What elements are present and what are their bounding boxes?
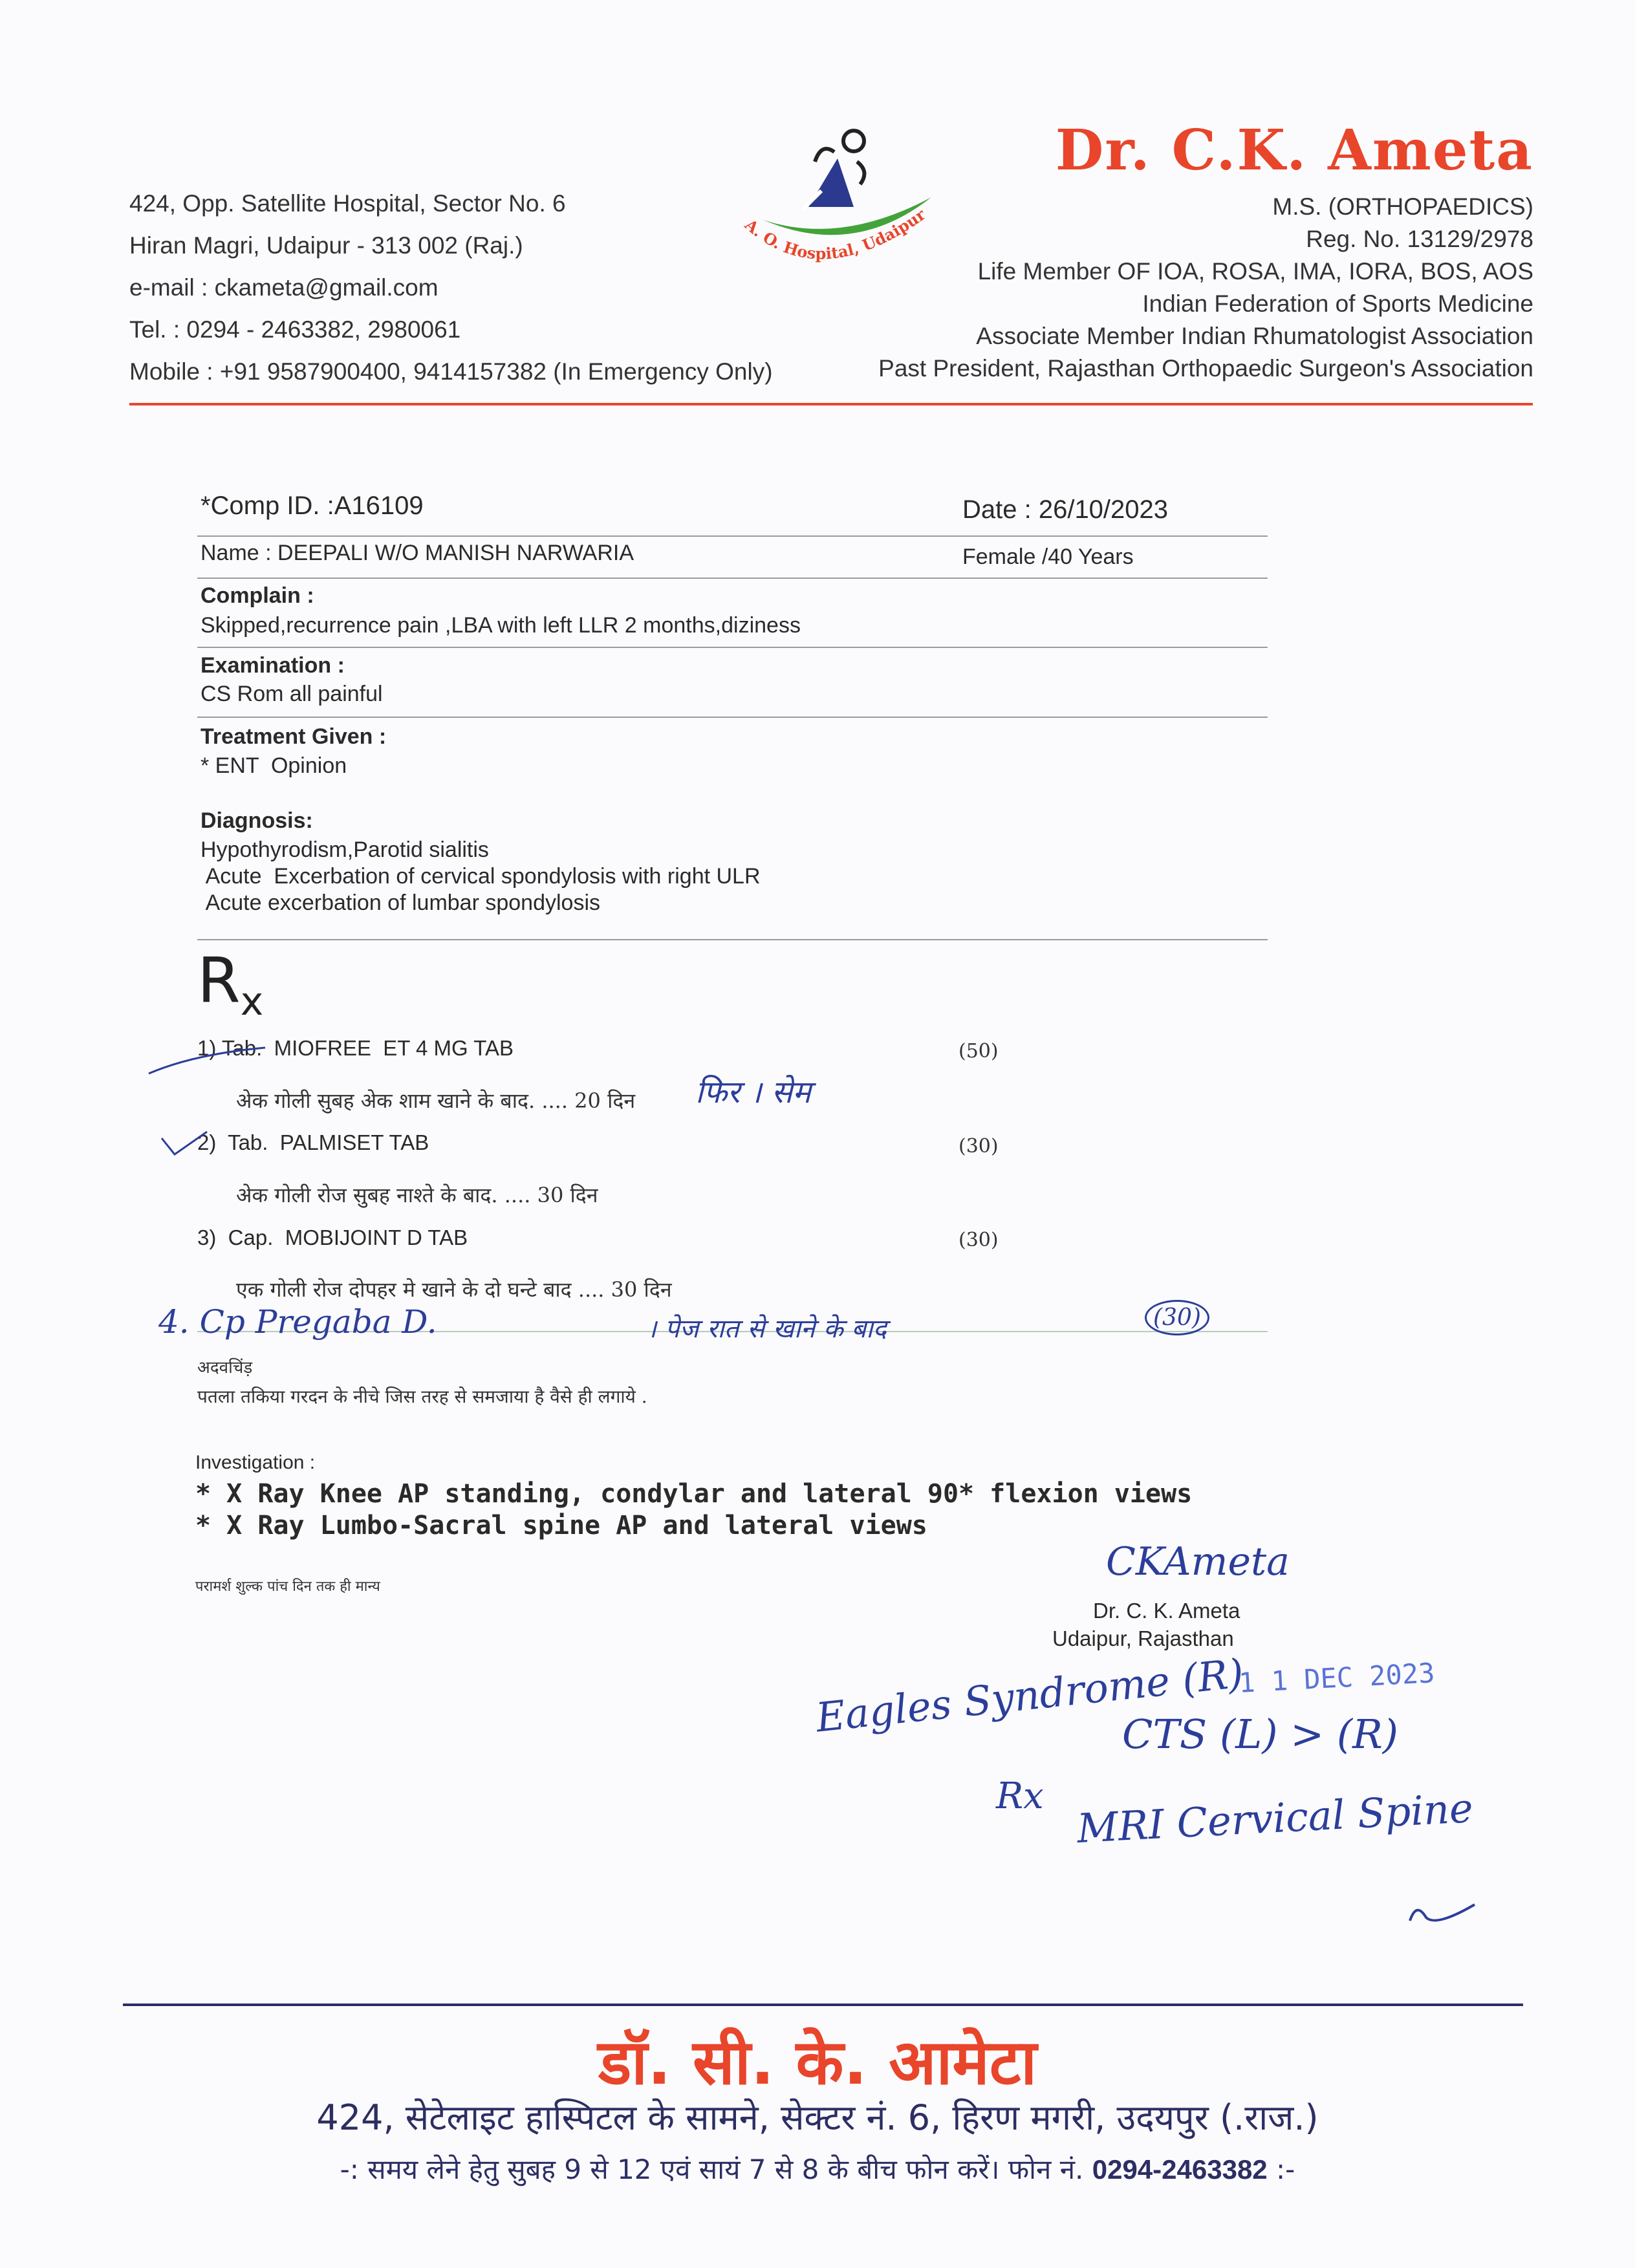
medicine-instruction: एक गोली रोज दोपहर मे खाने के दो घन्टे बाद .... 30 दिन bbox=[236, 1277, 672, 1302]
complain-label: Complain : bbox=[200, 583, 314, 608]
mobile-line: Mobile : +91 9587900400, 9414157382 (In Emergency Only) bbox=[129, 358, 773, 385]
footer-divider bbox=[123, 2003, 1523, 2006]
divider bbox=[197, 717, 1268, 718]
handwritten-note-eagle: Eagles Syndrome (R) bbox=[814, 1649, 1246, 1742]
patient-gender-age: Female /40 Years bbox=[962, 545, 1134, 569]
doctor-name: Dr. C.K. Ameta bbox=[1055, 118, 1533, 183]
doctor-credentials bbox=[878, 191, 1533, 385]
examination-text: CS Rom all painful bbox=[200, 682, 383, 706]
divider bbox=[197, 578, 1268, 579]
comp-id: *Comp ID. :A16109 bbox=[200, 491, 424, 520]
examination-label: Examination : bbox=[200, 653, 345, 678]
diagnosis-label: Diagnosis: bbox=[200, 808, 313, 833]
handwritten-med4-qty: (30) bbox=[1145, 1300, 1209, 1335]
divider bbox=[197, 647, 1268, 648]
rx-symbol bbox=[197, 944, 263, 1024]
diagnosis-line: Hypothyrodism,Parotid sialitis bbox=[200, 837, 489, 862]
rx-letter: R bbox=[197, 944, 241, 1017]
medicine-name: 2) Tab. PALMISET TAB bbox=[197, 1130, 429, 1154]
email-line: e-mail : ckameta@gmail.com bbox=[129, 274, 439, 301]
patient-name: Name : DEEPALI W/O MANISH NARWARIA bbox=[200, 541, 634, 565]
handwritten-med1-note: फिर । सेम bbox=[695, 1074, 811, 1110]
clinic-address bbox=[129, 182, 773, 393]
handwritten-initial bbox=[1403, 1895, 1481, 1934]
advice-label: अदवचिंड़ bbox=[197, 1358, 253, 1377]
investigation-label: Investigation : bbox=[195, 1452, 316, 1473]
credential-line: Past President, Rajasthan Orthopaedic Surgeon's Association bbox=[878, 355, 1533, 382]
timing-suffix: :- bbox=[1276, 2154, 1295, 2185]
treatment-label: Treatment Given : bbox=[200, 724, 387, 749]
medicine-instruction: अेक गोली रोज सुबह नाश्ते के बाद. .... 30 दिन bbox=[236, 1183, 598, 1207]
diagnosis-line: Acute excerbation of lumbar spondylosis bbox=[200, 891, 601, 915]
handwritten-note-cts: CTS (L) > (R) bbox=[1122, 1711, 1398, 1758]
credential-line: M.S. (ORTHOPAEDICS) bbox=[1272, 193, 1533, 220]
doctor-signature: CKAmeta bbox=[1106, 1539, 1290, 1584]
visit-date: Date : 26/10/2023 bbox=[962, 495, 1169, 524]
medicine-name: 1) Tab. MIOFREE ET 4 MG TAB bbox=[197, 1036, 514, 1060]
address-line: 424, Opp. Satellite Hospital, Sector No. 6 bbox=[129, 190, 566, 217]
diagnosis-line: Acute Excerbation of cervical spondylosis with right ULR bbox=[200, 864, 761, 889]
investigation-item: * X Ray Lumbo-Sacral spine AP and lateral views bbox=[195, 1511, 927, 1540]
handwritten-note-mri: MRI Cervical Spine bbox=[1076, 1784, 1475, 1852]
credential-line: Associate Member Indian Rhumatologist Association bbox=[976, 323, 1533, 349]
rx-sub: x bbox=[240, 979, 264, 1025]
date-stamp: 1 1 DEC 2023 bbox=[1237, 1657, 1436, 1699]
address-line: Hiran Magri, Udaipur - 313 002 (Raj.) bbox=[129, 232, 523, 259]
medicine-name: 3) Cap. MOBIJOINT D TAB bbox=[197, 1226, 468, 1249]
fee-note: परामर्श शुल्क पांच दिन तक ही मान्य bbox=[195, 1579, 380, 1595]
medicine-qty: (30) bbox=[958, 1229, 999, 1251]
footer-timing bbox=[0, 2150, 1635, 2187]
telephone-line: Tel. : 0294 - 2463382, 2980061 bbox=[129, 316, 461, 343]
credential-line: Indian Federation of Sports Medicine bbox=[1142, 290, 1533, 317]
footer-phone: 0294-2463382 bbox=[1092, 2154, 1268, 2185]
timing-text: -: समय लेने हेतु सुबह 9 से 12 एवं सायं 7 से 8 के बीच फोन करें। फोन नं. bbox=[340, 2154, 1084, 2185]
credential-line: Life Member OF IOA, ROSA, IMA, IORA, BOS, AOS bbox=[977, 258, 1533, 285]
signature-place: Udaipur, Rajasthan bbox=[1052, 1626, 1234, 1650]
logo-text: A. O. Hospital, Udaipur bbox=[741, 204, 929, 263]
medicine-instruction: अेक गोली सुबह अेक शाम खाने के बाद. .... 20 दिन bbox=[236, 1088, 636, 1113]
header-divider bbox=[129, 403, 1533, 405]
advice-text: पतला तकिया गरदन के नीचे जिस तरह से समजाया है वैसे ही लगाये . bbox=[197, 1386, 647, 1407]
footer-doctor-name: डॉ. सी. के. आमेटा bbox=[598, 2026, 1037, 2099]
investigation-item: * X Ray Knee AP standing, condylar and lateral 90* flexion views bbox=[195, 1479, 1193, 1509]
handwritten-med4-instruction: । पेज रात से खाने के बाद bbox=[647, 1314, 887, 1344]
handwritten-tick-marks bbox=[142, 1028, 375, 1196]
handwritten-med4: 4. Cp Pregaba D. bbox=[158, 1303, 437, 1341]
divider bbox=[197, 535, 1268, 537]
divider bbox=[197, 939, 1268, 940]
complain-text: Skipped,recurrence pain ,LBA with left LLR 2 months,diziness bbox=[200, 613, 801, 638]
credential-line: Reg. No. 13129/2978 bbox=[1306, 226, 1533, 252]
signature-name: Dr. C. K. Ameta bbox=[1093, 1599, 1240, 1623]
footer-address: 424, सेटेलाइट हास्पिटल के सामने, सेक्टर नं. 6, हिरण मगरी, उदयपुर (.राज.) bbox=[316, 2097, 1319, 2138]
treatment-text: * ENT Opinion bbox=[200, 753, 347, 778]
medicine-qty: (50) bbox=[958, 1040, 999, 1063]
handwritten-rx: Rx bbox=[996, 1775, 1044, 1817]
medicine-qty: (30) bbox=[958, 1135, 999, 1158]
